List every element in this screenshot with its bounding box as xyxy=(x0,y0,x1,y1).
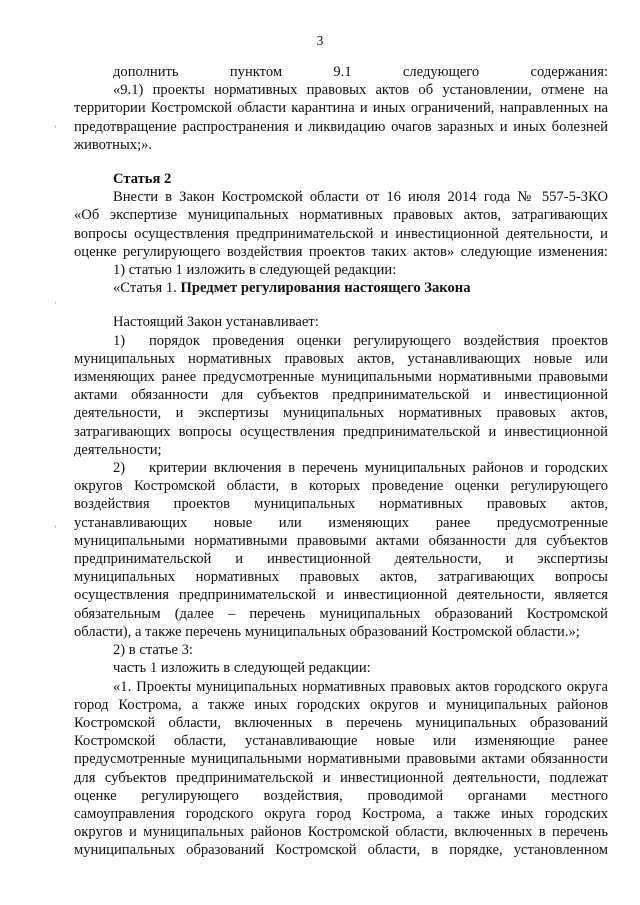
new-article-title: Предмет регулирования настоящего Закона xyxy=(180,280,471,297)
margin-mark: · xyxy=(54,298,57,308)
subitem-number: 2) xyxy=(113,460,126,477)
subitem-2-line: муниципальных нормативных правовых актов, затрагивающих вопросы xyxy=(74,569,608,586)
article-2-intro-line: оценке регулирующего воздействия проектов таких актов» следующие изменения: xyxy=(74,243,608,260)
amendment-intro-line: дополнить пунктом 9.1 следующего содержания: xyxy=(113,64,608,80)
subitem-2-line: устанавливающих новые или изменяющих ранее предусмотренные xyxy=(74,514,608,531)
amendment-text-line: животных;». xyxy=(74,136,153,153)
subitem-2-line: воздействия проектов муниципальных нормативных правовых актов, xyxy=(74,496,608,513)
subitem-1-line: актами обязанности для субъектов предпринимательской и инвестиционной xyxy=(74,387,608,404)
article-2-intro-line: Внести в Закон Костромской области от 16 июля 2014 года № 557-5-ЗКО xyxy=(113,189,608,206)
margin-mark: ‛ xyxy=(54,524,57,534)
amendment-text-line: территории Костромской области карантина и иных ограничений, направленных на xyxy=(74,100,608,117)
quoted-text-line: предусмотренные муниципальными нормативными правовыми актами обязанности xyxy=(74,751,608,768)
subitem-2-line: округов Костромской области, в которых проведение оценки регулирующего xyxy=(74,478,608,495)
quoted-text-line: Костромской области, устанавливающие новые или изменяющие ранее xyxy=(74,733,608,750)
subitem-number: 1) xyxy=(113,332,126,349)
article-2-heading: Статья 2 xyxy=(113,171,172,188)
quoted-text-line: оценке регулирующего воздействия, проводимой органами местного xyxy=(74,787,608,804)
subitem-1-first-line xyxy=(74,332,608,350)
quoted-text-line: «1. Проекты муниципальных нормативных правовых актов городского округа xyxy=(113,678,608,695)
subitem-2-first-line xyxy=(74,459,608,477)
article-2-intro-line: вопросы осуществления предпринимательской и инвестиционной деятельности, и xyxy=(74,225,608,242)
part-1-line: часть 1 изложить в следующей редакции: xyxy=(113,660,371,677)
subitem-text: критерии включения в перечень муниципальных районов и городских xyxy=(149,460,608,477)
item-2-line: 2) в статье 3: xyxy=(113,642,193,659)
subitem-1-line: муниципальных нормативных правовых актов, устанавливающих новые или xyxy=(74,350,608,367)
new-article-prefix: «Статья 1. xyxy=(113,280,181,297)
subitem-2-line: предпринимательской и инвестиционной деятельности, и экспертизы xyxy=(74,551,608,568)
quoted-text-line: округов и муниципальных районов Костромской области, включенных в перечень xyxy=(74,824,608,841)
quoted-text-line: город Кострома, а также иных городских округов и муниципальных районов xyxy=(74,696,608,713)
subitem-1-line: деятельности, и экспертизы муниципальных нормативных правовых актов, xyxy=(74,405,608,422)
amendment-text-line: предотвращение распространения и ликвидацию очагов заразных и иных болезней xyxy=(74,118,608,135)
subitem-2-line: муниципальными нормативными правовыми актами обязанности для субъектов xyxy=(74,532,608,549)
subitem-text: порядок проведения оценки регулирующего воздействия проектов xyxy=(149,332,608,349)
subitem-1-line: деятельности; xyxy=(74,441,162,458)
quoted-text-line: самоуправления городского округа город Кострома, а также иных городских xyxy=(74,805,608,822)
subitem-2-line: области), а также перечень муниципальных образований Костромской области.»; xyxy=(74,623,580,640)
subitem-1-line: изменяющих ранее предусмотренные муниципальными нормативными правовыми xyxy=(74,369,608,386)
law-establishes-line: Настоящий Закон устанавливает: xyxy=(113,314,319,331)
subitem-1-line: затрагивающих вопросы осуществления предпринимательской и инвестиционной xyxy=(74,423,608,440)
quoted-text-line: для субъектов предпринимательской и инвестиционной деятельности, подлежат xyxy=(74,769,608,786)
page-number: 3 xyxy=(316,33,324,48)
article-2-intro-line: «Об экспертизе муниципальных нормативных правовых актов, затрагивающих xyxy=(74,207,608,224)
item-1-line: 1) статью 1 изложить в следующей редакции: xyxy=(113,262,397,279)
margin-mark: ‛ xyxy=(54,124,57,134)
document-body xyxy=(74,63,608,860)
quoted-text-line: муниципальных образований Костромской области, в порядке, установленном xyxy=(74,842,608,859)
new-article-1-heading xyxy=(74,279,608,297)
amendment-text-line: «9.1) проекты нормативных правовых актов об установлении, отмене на xyxy=(113,82,608,99)
subitem-2-line: обязательным (далее – перечень муниципальных образований Костромской xyxy=(74,605,608,622)
subitem-2-line: осуществления предпринимательской и инвестиционной деятельности, является xyxy=(74,587,608,604)
quoted-text-line: Костромской области, включенных в перечень муниципальных образований xyxy=(74,714,608,731)
